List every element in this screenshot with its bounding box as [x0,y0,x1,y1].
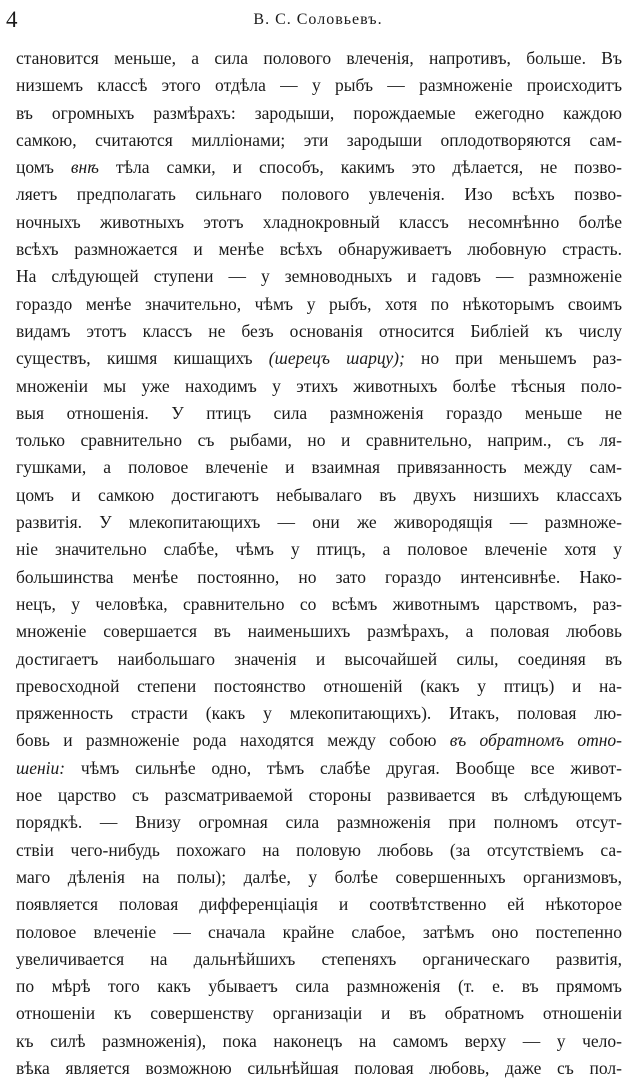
text-line: видамъ этотъ классъ не безъ основанія относится Библіей къ числу [16,320,622,341]
running-title: В. С. Соловьевъ. [253,11,383,28]
text-line: самкою, считаются милліонами; эти зародыши оплодотворяются сам- [16,129,622,150]
text-line: множеніе совершается въ наименьшихъ размѣрахъ, а половая любовь [16,621,622,642]
text-line: вѣка является возможною сильнѣйшая половая любовь, даже съ пол- [16,1057,622,1078]
text-line: по мѣрѣ того какъ убываетъ сила размноженія (т. е. въ прямомъ [16,976,622,997]
text-line: большинства менѣе постоянно, но зато гораздо интенсивнѣе. Нако- [16,566,622,587]
text-line: гушками, а половое влеченіе и взаимная привязанность между сам- [16,457,622,478]
text-line: нецъ, у человѣка, сравнительно со всѣмъ животнымъ царствомъ, раз- [16,593,622,614]
text-line: къ силѣ размноженія), пока наконецъ на самомъ верху — у чело- [16,1030,622,1051]
text-run: но при меньшемъ раз- [404,348,622,369]
text-line: всѣхъ размножается и менѣе всѣхъ обнаруживаетъ любовную страсть. [16,239,622,260]
text-line: ное царство съ разсматриваемой стороны развивается въ слѣдующемъ [16,785,622,806]
text-run: тѣла самки, и способъ, какимъ это дѣлается, не позво- [98,157,622,178]
text-line: достигаетъ наибольшаго значенія и высочайшей силы, соединяя въ [16,648,622,669]
text-line: порядкѣ. — Внизу огромная сила размноженія при полномъ отсут- [16,812,622,833]
page-number: 4 [6,7,18,32]
text-line: ляетъ предполагать сильнаго полового увлеченія. Изо всѣхъ позво- [16,184,622,205]
text-run: цомъ [16,157,71,178]
text-line: ствіи чего-нибудь похожаго на половую любовь (за отсутствіемъ са- [16,839,622,860]
text-line: множеніи мы уже находимъ у этихъ животныхъ болѣе тѣсныя поло- [16,375,622,396]
text-line: половое влеченіе — сначала крайне слабое, затѣмъ оно постепенно [16,921,622,942]
text-line: только сравнительно съ рыбами, но и сравнительно, наприм., съ ля- [16,430,622,451]
text-line: цомъ и самкою достигаютъ небывалаго въ двухъ низшихъ классахъ [16,484,622,505]
text-line [16,755,622,782]
text-line: развитія. У млекопитающихъ — они же живородящія — размноже- [16,512,622,533]
text-line: отношеніи къ совершенству организаціи и въ обратномъ отношеніи [16,1003,622,1024]
text-line: въ огромныхъ размѣрахъ: зародыши, порождаемые ежегодно каждою [16,102,622,123]
italic-phrase: шеніи: [16,757,66,778]
text-line: гораздо менѣе значительно, чѣмъ у рыбъ, хотя по нѣкоторымъ своимъ [16,293,622,314]
body-text [16,45,622,1082]
text-line: маго дѣленія на полы); далѣе, у болѣе совершенныхъ организмовъ, [16,866,622,887]
text-run: бовь и размноженіе рода находятся между собою [16,730,450,751]
text-line: На слѣдующей ступени — у земноводныхъ и гадовъ — размноженіе [16,266,622,287]
text-line: низшемъ классѣ этого отдѣла — у рыбъ — размноженіе происходитъ [16,75,622,96]
italic-phrase: въ обратномъ отно- [449,730,622,751]
text-line [16,727,622,754]
italic-phrase: (шерецъ шарцу); [268,348,405,369]
running-head [0,6,636,34]
text-line: увеличивается на дальнѣйшихъ степеняхъ органическаго развитія, [16,948,622,969]
text-line: становится меньше, а сила полового влеченія, напротивъ, больше. Въ [16,48,622,68]
text-run: чѣмъ сильнѣе одно, тѣмъ слабѣе другая. Вообще все живот- [65,757,622,778]
text-line: появляется половая дифференціація и соотвѣтственно ей нѣкоторое [16,894,622,915]
italic-phrase: внѣ [70,157,99,178]
text-line: пряженность страсти (какъ у млекопитающихъ). Итакъ, половая лю- [16,703,622,724]
text-line [16,345,622,372]
text-line: выя отношенія. У птицъ сила размноженія гораздо меньше не [16,402,622,423]
text-line: ночныхъ животныхъ этотъ хладнокровный классъ несомнѣнно болѣе [16,211,622,232]
text-run: существъ, кишмя кишащихъ [16,348,269,369]
text-line: превосходной степени постоянство отношеній (какъ у птицъ) и на- [16,675,622,696]
text-line: ніе значительно слабѣе, чѣмъ у птицъ, а половое влеченіе хотя у [16,539,622,560]
text-line [16,154,622,181]
